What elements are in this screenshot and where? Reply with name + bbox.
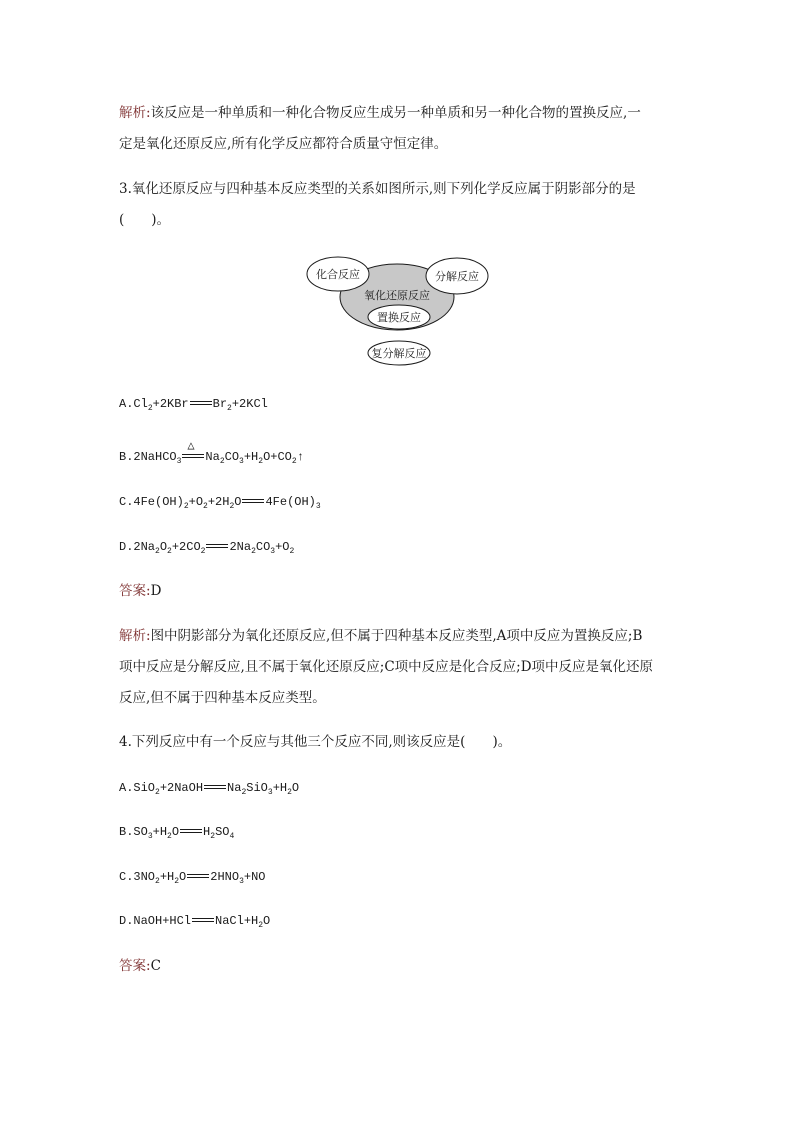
analysis-text: 定是氧化还原反应,所有化学反应都符合质量守恒定律。 [119, 136, 448, 152]
equals-sign [180, 827, 202, 837]
q4-option-a: A.SiO$_2$+2NaOH $Na_2SiO_3+H_2O$ [119, 781, 300, 797]
analysis-line-1 [119, 104, 641, 122]
q3-analysis-line-2: 项中反应是分解反应,且不属于氧化还原反应;C项中反应是化合反应;D项中反应是氧化还原 [119, 659, 654, 675]
q4-option-c: $C.3NO_2+H_2O$ $2HNO_3+NO$ [119, 870, 266, 886]
q4-option-d: D.NaOH+HCl $NaCl+H_2O$ [119, 914, 271, 930]
equals-sign [182, 438, 204, 462]
question-4-stem: 4.下列反应中有一个反应与其他三个反应不同,则该反应是( )。 [119, 734, 512, 750]
combination-label: 化合反应 [316, 268, 360, 281]
question-3-stem-blank: ( )。 [119, 212, 171, 228]
q3-analysis-line-1: 解析:图中阴影部分为氧化还原反应,但不属于四种基本反应类型,A项中反应为置换反应;B [119, 628, 643, 644]
q4-answer [119, 957, 161, 975]
double-decomposition-label: 复分解反应 [371, 347, 427, 360]
analysis-label: 解析: [119, 628, 151, 644]
answer-label: 答案: [119, 583, 151, 599]
analysis-line-2 [119, 135, 447, 153]
answer-value: C [150, 958, 161, 974]
answer-label: 答案: [119, 958, 151, 974]
question-3-stem: 3.氧化还原反应与四种基本反应类型的关系如图所示,则下列化学反应属于阴影部分的是 [119, 181, 636, 197]
equals-sign [242, 497, 264, 507]
heat-symbol: △ [187, 438, 195, 453]
q3-option-d: $D.2Na_2O_2+2CO_2$ $2Na_2CO_3+O_2$ [119, 540, 295, 556]
equals-sign [192, 916, 214, 926]
q3-option-c: $C.4Fe(OH)_2+O_2+2H_2O$ $4Fe(OH)_3$ [119, 495, 321, 511]
equals-sign [190, 399, 212, 409]
reaction-type-diagram [305, 255, 495, 370]
redox-label: 氧化还原反应 [364, 289, 430, 302]
q3-option-a: $A.Cl_2+2KBr$ $Br_2+2KCl$ [119, 397, 268, 413]
analysis-text: 该反应是一种单质和一种化合物反应生成另一种单质和另一种化合物的置换反应,一 [150, 105, 641, 121]
displacement-label: 置换反应 [377, 311, 421, 324]
q3-answer [119, 582, 161, 600]
equals-sign [187, 872, 209, 882]
analysis-label: 解析: [119, 105, 151, 121]
q3-analysis-line-3: 反应,但不属于四种基本反应类型。 [119, 690, 326, 706]
q4-option-b: $B.SO_3+H_2O$ $H_2SO_4$ [119, 825, 235, 841]
answer-value: D [150, 583, 162, 599]
decomposition-label: 分解反应 [435, 270, 479, 283]
equals-sign [204, 783, 226, 793]
q3-option-b: B.2NaHCO$_3$ △ $Na_2CO_3+H_2O+CO_2↑$ [119, 438, 304, 466]
equals-sign [206, 542, 228, 552]
